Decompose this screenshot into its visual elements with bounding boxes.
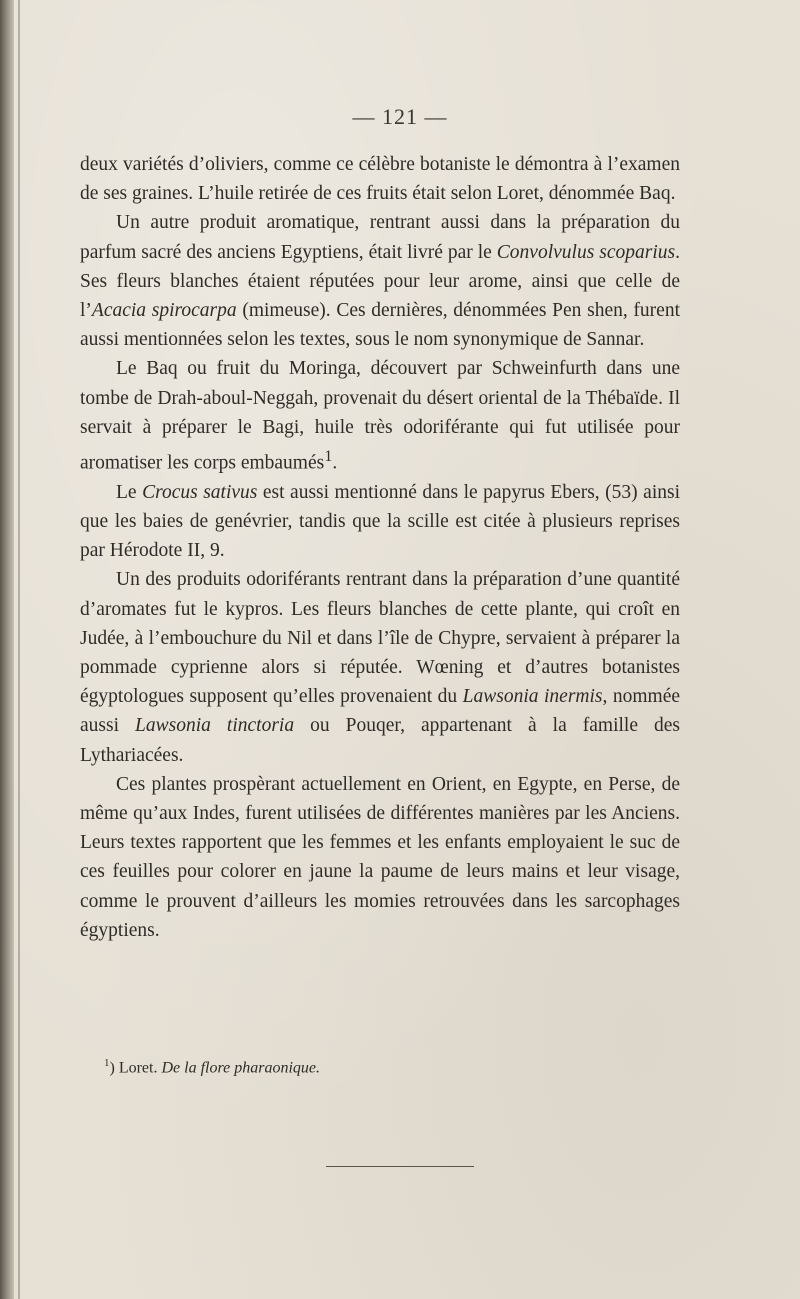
species-name: Lawsonia inermis	[462, 686, 603, 708]
paragraph-4: Le Crocus sativus est aussi mentionné dans le papyrus Ebers, (53) ainsi que les baies de genévrier, tandis que la scille est citée à plusieurs reprises par Hérodote II, 9.	[80, 481, 680, 562]
body-text	[80, 150, 680, 945]
paragraph-5: Un des produits odoriférants rentrant dans la préparation d’une quantité d’aromates fut le kypros. Les fleurs blanches de cette plante, qui croît en Judée, à l’embouchure du Nil et dans l’île de Chypre, servaient à préparer la pommade cyprienne alors si réputée. Wœning et d’autres botanistes égyptologues supposent qu’elles provenaient du Lawsonia inermis, nommée aussi Lawsonia tinctoria ou Pouqer, appartenant à la famille des Lythariacées.	[80, 569, 681, 766]
paragraph-2: Un autre produit aromatique, rentrant aussi dans la préparation du parfum sacré des anciens Egyptiens, était livré par le Convolvulus scoparius. Ses fleurs blanches étaient réputées pour leur arome, ainsi que celle de l’Acacia spirocarpa (mimeuse). Ces dernières, dénommées Pen shen, furent aussi mentionnées selon les textes, sous le nom synonymique de Sannar.	[80, 212, 680, 351]
species-name: Lawsonia tinctoria	[135, 715, 295, 737]
footnote-mark: 1	[104, 1057, 110, 1069]
footnote-title: De la flore pharaonique.	[161, 1059, 320, 1077]
species-name: Crocus sativus	[142, 481, 258, 503]
footnote: $^1$) Loret. De la flore pharaonique.	[104, 1057, 320, 1077]
end-rule	[326, 1166, 474, 1167]
footnote-author: Loret.	[114, 1059, 162, 1077]
footnote-reference: 1	[324, 447, 333, 466]
page-number: — 121 —	[352, 104, 448, 129]
species-name: Acacia spirocarpa	[91, 300, 237, 322]
species-name: Convolvulus scoparius	[496, 241, 676, 263]
paragraph-1: deux variétés d’oliviers, comme ce célèbre botaniste le démontra à l’examen de ses graines. L’huile retirée de ces fruits était selon Loret, dénommée Baq.	[80, 154, 680, 205]
book-binding-edge	[0, 0, 14, 1299]
paragraph-6: Ces plantes prospèrant actuellement en Orient, en Egypte, en Perse, de même qu’aux Indes, furent utilisées de différentes manières par les Anciens. Leurs textes rapportent que les femmes et les enfants employaient le suc de ces feuilles pour colorer en jaune la paume de leurs mains et leur visage, comme le prouvent d’ailleurs les momies retrouvées dans les sarcophages égyptiens.	[80, 773, 680, 941]
binding-shadow-line	[18, 0, 20, 1299]
paragraph-3: Le Baq ou fruit du Moringa, découvert par Schweinfurth dans une tombe de Drah-aboul-Neggah, provenait du désert oriental de la Thébaïde. Il servait à préparer le Bagi, huile très odoriférante qui fut utilisée pour aromatiser les corps embaumés$^1$.	[80, 358, 680, 474]
